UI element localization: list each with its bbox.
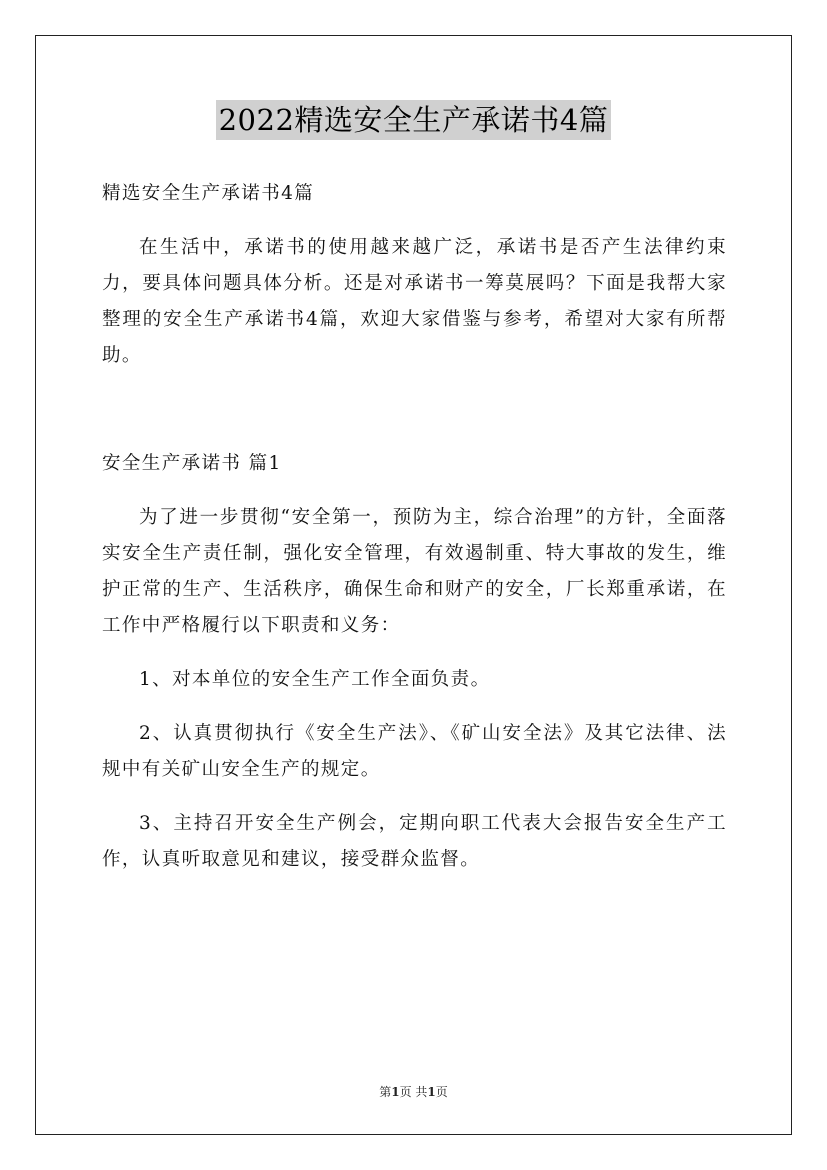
subtitle: 精选安全生产承诺书4篇 <box>102 183 315 204</box>
page-total: 1 <box>427 1085 436 1099</box>
footer-prefix: 第 <box>379 1085 392 1099</box>
list-item: 2、认真贯彻执行《安全生产法》、《矿山安全法》及其它法律、法规中有关矿山安全生产的规定。 <box>102 723 727 780</box>
intro-paragraph: 在生活中，承诺书的使用越来越广泛，承诺书是否产生法律约束力，要具体问题具体分析。还是对承诺书一筹莫展吗？下面是我帮大家整理的安全生产承诺书4篇，欢迎大家借鉴与参考，希望对大家有所帮助。 <box>102 237 727 366</box>
page-number: 1 <box>391 1085 400 1099</box>
footer-suffix: 页 <box>435 1085 448 1099</box>
page-footer <box>0 1083 827 1100</box>
section-heading: 安全生产承诺书 篇1 <box>102 453 282 474</box>
document-title: 2022精选安全生产承诺书4篇 <box>216 100 612 140</box>
list-item: 1、对本单位的安全生产工作全面负责。 <box>139 669 491 690</box>
body-paragraph: 为了进一步贯彻“安全第一，预防为主，综合治理”的方针，全面落实安全生产责任制，强化安全管理，有效遏制重、特大事故的发生，维护正常的生产、生活秩序，确保生命和财产的安全，厂长郑重承诺，在工作中严格履行以下职责和义务： <box>102 507 727 636</box>
document-body <box>102 176 727 896</box>
title-container <box>0 100 827 140</box>
spacer <box>102 392 727 446</box>
footer-mid: 页 共 <box>399 1085 428 1099</box>
list-item: 3、主持召开安全生产例会，定期向职工代表大会报告安全生产工作，认真听取意见和建议，接受群众监督。 <box>102 813 727 870</box>
